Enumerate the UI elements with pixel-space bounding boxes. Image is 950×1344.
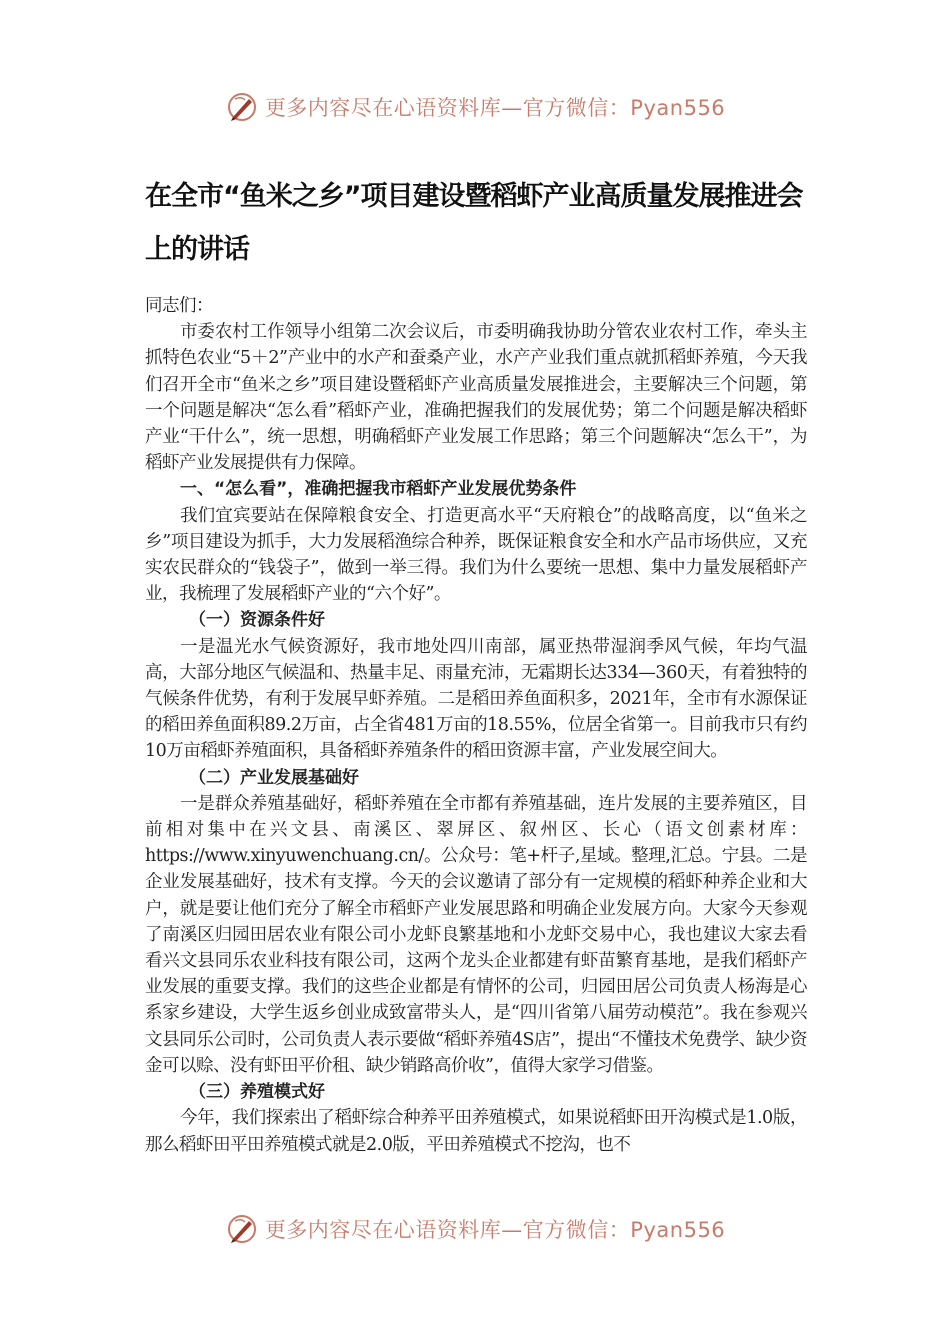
footer-banner <box>0 1209 950 1249</box>
pen-logo-icon <box>225 1212 259 1246</box>
salutation: 同志们： <box>145 296 213 316</box>
document-body <box>145 170 807 1158</box>
section-paragraph-1: 我们宜宾要站在保障粮食安全、打造更高水平“天府粮仓”的战略高度，以“鱼米之乡”项目建设为抓手，大力发展稻渔综合种养，既保证粮食安全和水产品市场供应，又充实农民群众的“钱袋子”，做到一举三得。我们为什么要统一思想、集中力量发展稻虾产业，我梳理了发展稻虾产业的“六个好”。 <box>145 505 807 605</box>
subsection-heading-3: （三）养殖模式好 <box>189 1082 325 1103</box>
subsection-heading-1: （一）资源条件好 <box>189 610 325 631</box>
section-heading-1: 一、“怎么看”，准确把握我市稻虾产业发展优势条件 <box>180 479 577 500</box>
subsection-paragraph-3: 今年，我们探索出了稻虾综合种养平田养殖模式，如果说稻虾田开沟模式是1.0版，那么稻虾田平田养殖模式就是2.0版，平田养殖模式不挖沟，也不 <box>145 1108 807 1155</box>
subsection-paragraph-1: 一是温光水气候资源好，我市地处四川南部，属亚热带湿润季风气候，年均气温高，大部分地区气候温和、热量丰足、雨量充沛，无霜期长达334—360天，有着独特的气候条件优势，有利于发展早虾养殖。二是稻田养鱼面积多，2021年，全市有水源保证的稻田养鱼面积89.2万亩，占全省481万亩的18.55%，位居全省第一。目前我市只有约10万亩稻虾养殖面积，具备稻虾养殖条件的稻田资源丰富，产业发展空间大。 <box>145 636 807 762</box>
banner-text: 更多内容尽在心语资料库—官方微信：Pyan556 <box>264 96 726 120</box>
subsection-paragraph-2: 一是群众养殖基础好，稻虾养殖在全市都有养殖基础，连片发展的主要养殖区，目前相对集中在兴文县、南溪区、翠屏区、叙州区、长心（语文创素材库：https://www.xinyuwenchuang.cn/。公众号：笔+杆子,星域。整理,汇总。宁县。二是企业发展基础好，技术有支撑。今天的会议邀请了部分有一定规模的稻虾种养企业和大户，就是要让他们充分了解全市稻虾产业发展思路和明确企业发展方向。大家今天参观了南溪区归园田居农业有限公司小龙虾良繁基地和小龙虾交易中心，我也建议大家去看看兴文县同乐农业科技有限公司，这两个龙头企业都建有虾苗繁育基地，是我们稻虾产业发展的重要支撑。我们的这些企业都是有情怀的公司，归园田居公司负责人杨海是心系家乡建设，大学生返乡创业成致富带头人，是“四川省第八届劳动模范”。我在参观兴文县同乐公司时，公司负责人表示要做“稻虾养殖4S店”，提出“不懂技术免费学、缺少资金可以赊、没有虾田平价租、缺少销路高价收”，值得大家学习借鉴。 <box>145 793 807 1076</box>
pen-logo-icon <box>225 90 259 124</box>
banner-text: 更多内容尽在心语资料库—官方微信：Pyan556 <box>264 1218 726 1242</box>
subsection-heading-2: （二）产业发展基础好 <box>189 767 359 788</box>
header-banner <box>0 87 950 127</box>
intro-paragraph: 市委农村工作领导小组第二次会议后，市委明确我协助分管农业农村工作，牵头主抓特色农业“5＋2”产业中的水产和蚕桑产业，水产产业我们重点就抓稻虾养殖，今天我们召开全市“鱼米之乡”项目建设暨稻虾产业高质量发展推进会，主要解决三个问题，第一个问题是解决“怎么看”稻虾产业，准确把握我们的发展优势；第二个问题是解决稻虾产业“干什么”，统一思想，明确稻虾产业发展工作思路；第三个问题解决“怎么干”，为稻虾产业发展提供有力保障。 <box>145 322 807 474</box>
document-title: 在全市“鱼米之乡”项目建设暨稻虾产业高质量发展推进会上的讲话 <box>145 181 803 265</box>
